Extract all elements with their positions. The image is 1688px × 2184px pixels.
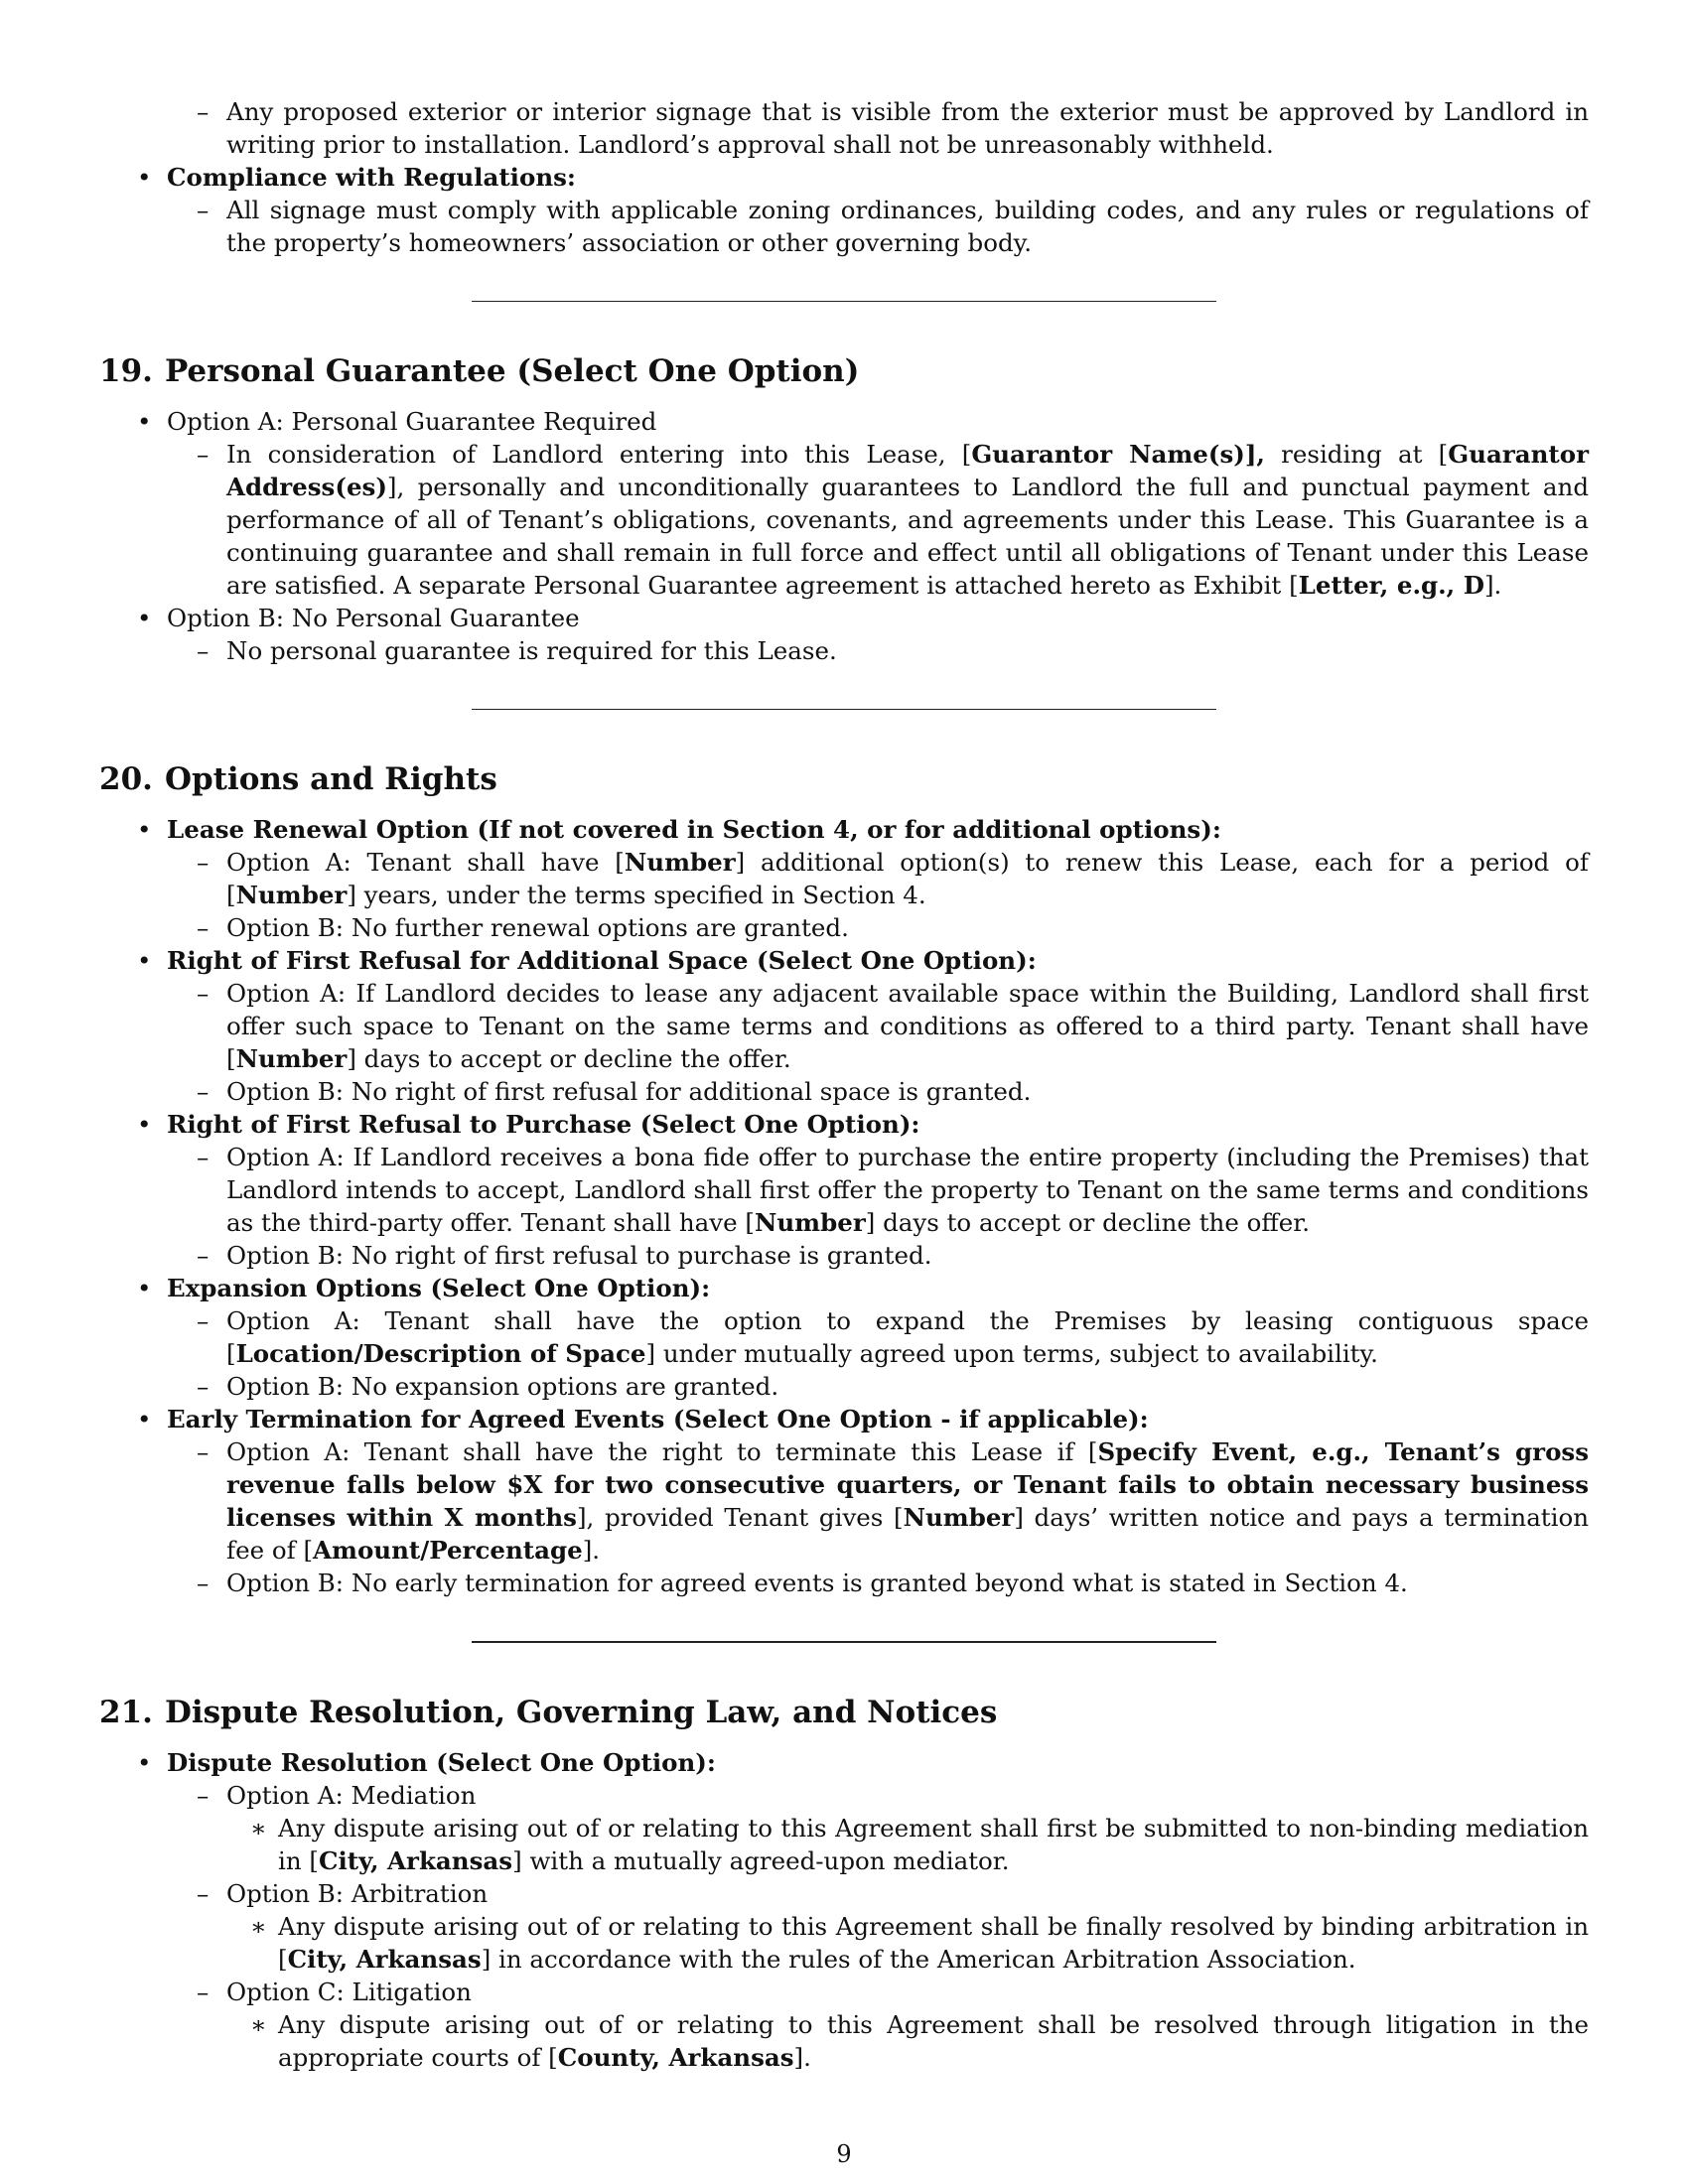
section-title: Personal Guarantee (Select One Option): [164, 353, 860, 389]
section-divider: [472, 1641, 1216, 1643]
text-run: Option A: Tenant shall have the option to expand the Premises by leasing contiguous space [: [226, 1306, 1589, 1368]
option-text: Option B: No right of first refusal for additional space is granted.: [226, 1077, 1032, 1106]
placeholder-number: Number: [235, 881, 348, 909]
guarantee-option-b: [99, 602, 1589, 634]
text-run: ] days to accept or decline the offer.: [865, 1208, 1311, 1237]
text-run: ] years, under the terms specified in Section 4.: [347, 881, 926, 909]
placeholder-guarantor-name: Guarantor Name(s)],: [971, 440, 1265, 469]
placeholder-location: Location/Description of Space: [235, 1339, 646, 1368]
compliance-text: All signage must comply with applicable zoning ordinances, building codes, and any rules or regulations of the property’s homeowners’ association or other governing body.: [226, 196, 1589, 257]
rofr-space-label: Right of First Refusal for Additional Space (Select One Option):: [167, 946, 1037, 975]
compliance-item: [99, 161, 1589, 194]
expansion-option-b: [99, 1370, 1589, 1403]
renewal-option-a: [99, 846, 1589, 911]
text-run: Option A: Tenant shall have [: [226, 848, 625, 877]
text-run: Option A: If Landlord decides to lease any adjacent available space within the Building, Landlord shall first offer such space to Tenant on the same terms and conditions as offered to a third party. Tenant shall have [: [226, 979, 1589, 1073]
document-page: [99, 95, 1589, 2074]
dispute-option-b-text: [99, 1910, 1589, 1976]
dispute-option-c: [99, 1976, 1589, 2008]
guarantee-option-a: [99, 405, 1589, 438]
placeholder-city: City, Arkansas: [287, 1945, 482, 1974]
option-label: Option B: Arbitration: [226, 1879, 489, 1908]
text-run: Any dispute arising out of or relating to this Agreement shall be resolved through litigation in the appropriate courts of [: [278, 2010, 1589, 2072]
dispute-label: Dispute Resolution (Select One Option):: [167, 1748, 716, 1777]
text-run: Any dispute arising out of or relating to this Agreement shall be finally resolved by binding arbitration in [: [278, 1912, 1589, 1974]
option-text: Option B: No further renewal options are granted.: [226, 913, 849, 942]
option-text: Option B: No right of first refusal to purchase is granted.: [226, 1241, 932, 1270]
rofr-space-item: [99, 944, 1589, 977]
guarantee-option-b-text: [99, 634, 1589, 667]
signage-approval-text: Any proposed exterior or interior signage that is visible from the exterior must be approved by Landlord in writing prior to installation. Landlord’s approval shall not be unreasonably withheld.: [226, 97, 1589, 159]
early-termination-option-a: [99, 1435, 1589, 1567]
dispute-option-a-text: [99, 1812, 1589, 1877]
placeholder-number: Number: [235, 1044, 348, 1073]
text-run: ] days to accept or decline the offer.: [347, 1044, 791, 1073]
dispute-option-c-text: [99, 2008, 1589, 2074]
section-19-heading: [99, 351, 1589, 391]
section-number: 21.: [99, 1695, 153, 1730]
expansion-option-a: [99, 1304, 1589, 1370]
text-run: residing at [: [1264, 440, 1449, 469]
dispute-option-b: [99, 1877, 1589, 1910]
text-run: ] under mutually agreed upon terms, subject to availability.: [645, 1339, 1378, 1368]
placeholder-number: Number: [624, 848, 736, 877]
signage-approval-item: [99, 95, 1589, 161]
text-run: ].: [793, 2043, 811, 2072]
dispute-item: [99, 1746, 1589, 1779]
text-run: In consideration of Landlord entering into this Lease, [: [226, 440, 972, 469]
section-21-heading: [99, 1693, 1589, 1732]
text-run: ].: [1483, 571, 1502, 600]
renewal-option-b: [99, 911, 1589, 944]
section-number: 20.: [99, 761, 153, 797]
option-text: No personal guarantee is required for this Lease.: [226, 636, 837, 665]
placeholder-city: City, Arkansas: [318, 1846, 513, 1875]
text-run: ], provided Tenant gives [: [576, 1503, 904, 1532]
early-termination-item: [99, 1403, 1589, 1435]
section-divider: [472, 709, 1216, 710]
option-label: Option A: Mediation: [226, 1781, 477, 1810]
early-termination-label: Early Termination for Agreed Events (Select One Option - if applicable):: [167, 1405, 1149, 1433]
section-20-heading: [99, 759, 1589, 799]
option-text: Option B: No early termination for agreed events is granted beyond what is stated in Section 4.: [226, 1569, 1408, 1597]
text-run: Option A: If Landlord receives a bona fide offer to purchase the entire property (including the Premises) that Landlord intends to accept, Landlord shall first offer the property to Tenant on the same terms and conditions as the third-party offer. Tenant shall have [: [226, 1143, 1589, 1237]
page-number: 9: [836, 2140, 852, 2168]
rofr-purchase-label: Right of First Refusal to Purchase (Select One Option):: [167, 1110, 920, 1139]
text-run: ], personally and unconditionally guarantees to Landlord the full and punctual payment and performance of all of Tenant’s obligations, covenants, and agreements under this Lease. This Guarantee is a continuing guarantee and shall remain in full force and effect until all obligations of Tenant under this Lease are satisfied. A separate Personal Guarantee agreement is attached hereto as Exhibit [: [226, 473, 1589, 600]
placeholder-guarantor-address: Guarantor Address(es): [226, 440, 1589, 501]
compliance-text-item: [99, 194, 1589, 259]
text-run: ] additional option(s) to renew this Lease, each for a period of [: [226, 848, 1589, 909]
rofr-purchase-item: [99, 1108, 1589, 1141]
placeholder-number: Number: [754, 1208, 866, 1237]
text-run: ] with a mutually agreed-upon mediator.: [512, 1846, 1010, 1875]
expansion-item: [99, 1272, 1589, 1304]
section-divider: [472, 301, 1216, 302]
dispute-option-a: [99, 1779, 1589, 1812]
text-run: ] in accordance with the rules of the American Arbitration Association.: [481, 1945, 1356, 1974]
placeholder-county: County, Arkansas: [557, 2043, 794, 2072]
text-run: Option A: Tenant shall have the right to terminate this Lease if [: [226, 1437, 1098, 1466]
placeholder-event: Specify Event, e.g., Tenant’s gross revenue falls below $X for two consecutive quarters, or Tenant fails to obtain necessary business licenses within X months: [226, 1437, 1590, 1532]
text-run: ] days’ written notice and pays a termination fee of [: [226, 1503, 1590, 1565]
renewal-label: Lease Renewal Option (If not covered in Section 4, or for additional options):: [167, 815, 1221, 844]
section-title: Dispute Resolution, Governing Law, and Notices: [164, 1695, 998, 1730]
placeholder-exhibit: Letter, e.g., D: [1298, 571, 1484, 600]
placeholder-number: Number: [903, 1503, 1015, 1532]
early-termination-option-b: [99, 1567, 1589, 1599]
rofr-space-option-b: [99, 1075, 1589, 1108]
guarantee-option-a-text: [99, 438, 1589, 602]
text-run: ].: [582, 1536, 601, 1565]
placeholder-amount: Amount/Percentage: [313, 1536, 583, 1565]
renewal-item: [99, 813, 1589, 846]
text-run: Any dispute arising out of or relating to this Agreement shall first be submitted to non-binding mediation in [: [278, 1814, 1589, 1875]
section-number: 19.: [99, 353, 153, 389]
compliance-label: Compliance with Regulations:: [167, 163, 576, 192]
rofr-purchase-option-a: [99, 1141, 1589, 1239]
option-label: Option C: Litigation: [226, 1978, 472, 2006]
expansion-label: Expansion Options (Select One Option):: [167, 1274, 711, 1302]
option-label: Option B: No Personal Guarantee: [167, 604, 580, 632]
option-text: Option B: No expansion options are granted.: [226, 1372, 779, 1401]
section-title: Options and Rights: [164, 761, 497, 797]
rofr-space-option-a: [99, 977, 1589, 1075]
rofr-purchase-option-b: [99, 1239, 1589, 1272]
option-label: Option A: Personal Guarantee Required: [167, 407, 657, 436]
